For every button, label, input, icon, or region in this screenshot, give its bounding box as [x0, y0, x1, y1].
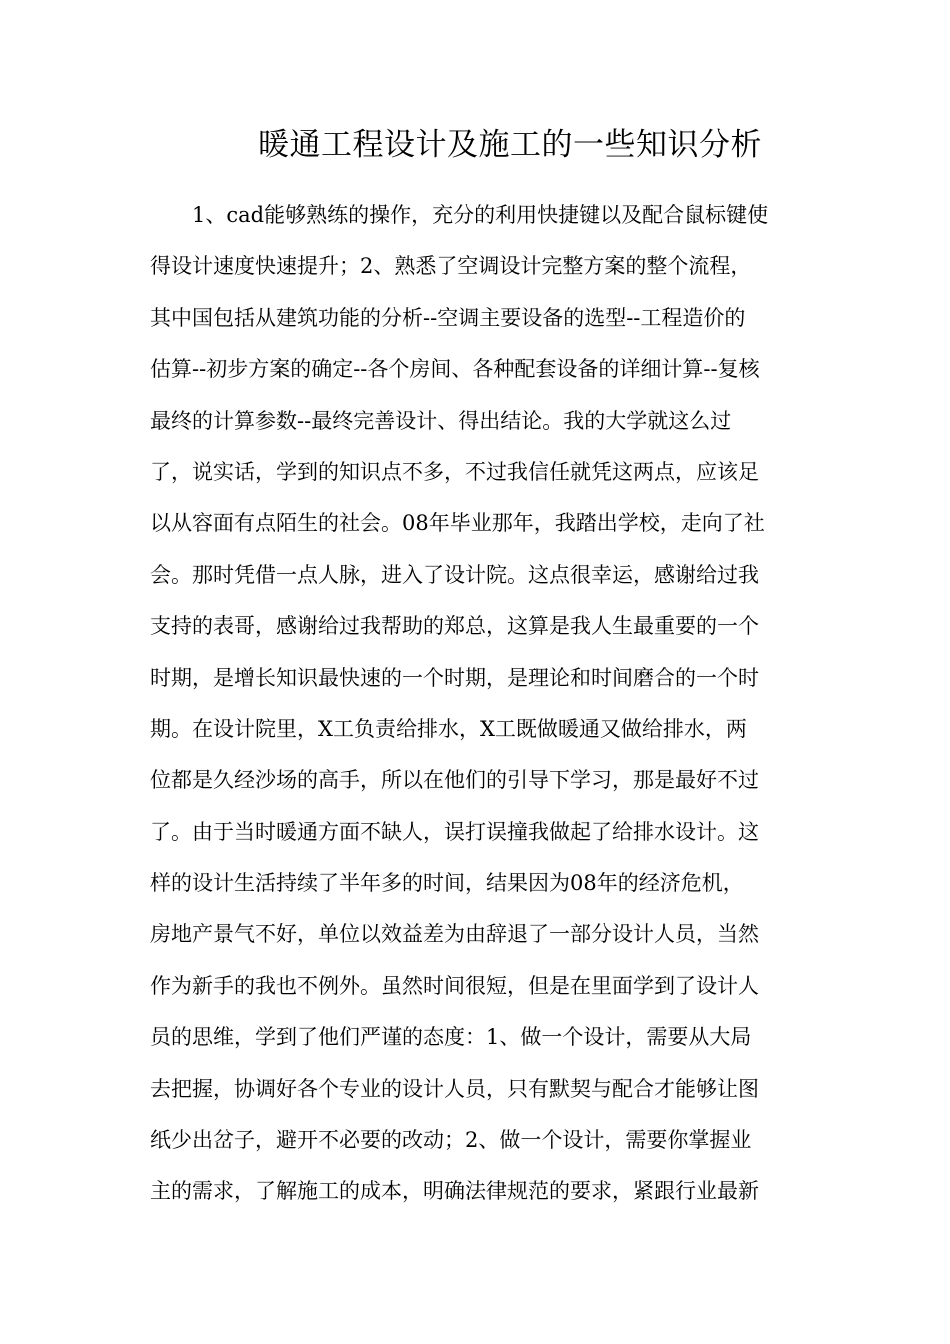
- paragraph-line: 去把握，协调好各个专业的设计人员，只有默契与配合才能够让图: [150, 1076, 759, 1101]
- paragraph-line: 期。在设计院里，X工负责给排水，X工既做暖通又做给排水，两: [150, 716, 747, 741]
- paragraph-line: 纸少出岔子，避开不必要的改动；2、做一个设计，需要你掌握业: [150, 1128, 752, 1153]
- paragraph-line: 主的需求，了解施工的成本，明确法律规范的要求，紧跟行业最新: [150, 1179, 759, 1204]
- document-body: [150, 190, 810, 1218]
- document-title: 暖通工程设计及施工的一些知识分析: [258, 127, 762, 163]
- paragraph-line: 了，说实话，学到的知识点不多，不过我信任就凭这两点，应该足: [150, 459, 759, 484]
- paragraph-line: 作为新手的我也不例外。虽然时间很短，但是在里面学到了设计人: [150, 973, 759, 998]
- paragraph-line: 支持的表哥，感谢给过我帮助的郑总，这算是我人生最重要的一个: [150, 614, 759, 639]
- paragraph-line: 会。那时凭借一点人脉，进入了设计院。这点很幸运，感谢给过我: [150, 562, 759, 587]
- paragraph-line: 位都是久经沙场的高手，所以在他们的引导下学习，那是最好不过: [150, 768, 759, 793]
- paragraph-line: 时期，是增长知识最快速的一个时期，是理论和时间磨合的一个时: [150, 665, 759, 690]
- paragraph-line: 估算--初步方案的确定--各个房间、各种配套设备的详细计算--复核: [150, 357, 760, 382]
- paragraph-line: 最终的计算参数--最终完善设计、得出结论。我的大学就这么过: [150, 408, 732, 433]
- paragraph-line: 样的设计生活持续了半年多的时间，结果因为08年的经济危机，: [150, 871, 744, 896]
- paragraph-line: 房地产景气不好，单位以效益差为由辞退了一部分设计人员，当然: [150, 922, 759, 947]
- paragraph-line: 1、cad能够熟练的操作，充分的利用快捷键以及配合鼠标键使: [192, 203, 769, 227]
- paragraph-line: 了。由于当时暖通方面不缺人，误打误撞我做起了给排水设计。这: [150, 819, 759, 844]
- paragraph-line: 以从容面有点陌生的社会。08年毕业那年，我踏出学校，走向了社: [150, 511, 765, 536]
- paragraph-line: 其中国包括从建筑功能的分析--空调主要设备的选型--工程造价的: [150, 305, 746, 330]
- paragraph-line: 得设计速度快速提升；2、熟悉了空调设计完整方案的整个流程，: [150, 254, 752, 279]
- paragraph-line: 员的思维，学到了他们严谨的态度：1、做一个设计，需要从大局: [150, 1025, 752, 1050]
